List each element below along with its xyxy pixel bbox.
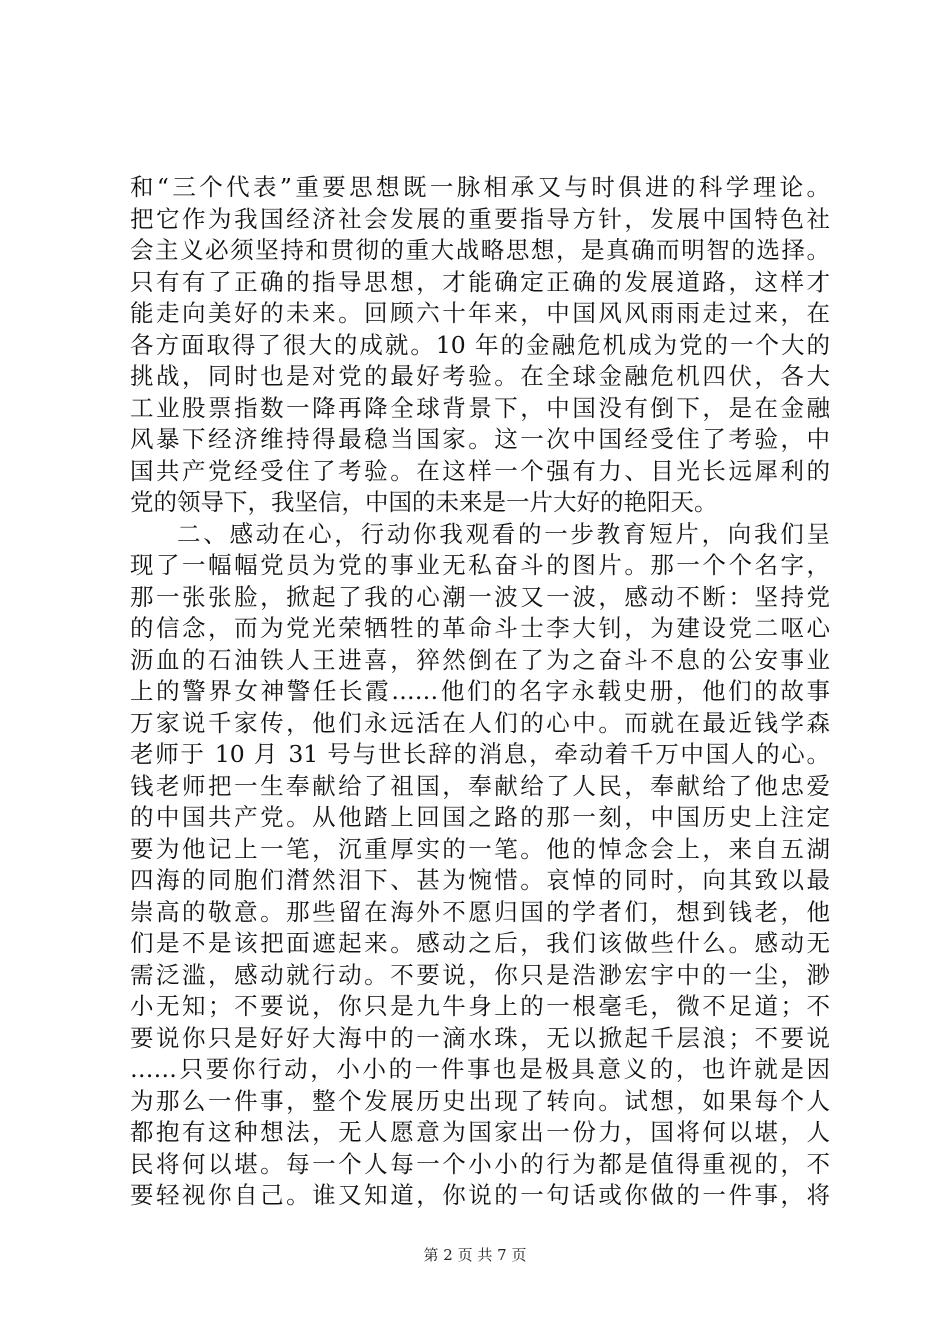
text-line: 风暴下经济维持得最稳当国家。这一次中国经受住了考验，中 (130, 425, 830, 453)
text-line: 那一张张脸，掀起了我的心潮一波又一波，感动不断：坚持党 (130, 582, 830, 611)
text-line: 把它作为我国经济社会发展的重要指导方针，发展中国特色社 (130, 204, 830, 233)
page-number-footer: 第 2 页 共 7 页 (423, 1246, 527, 1264)
text-line: 们是不是该把面遮起来。感动之后，我们该做些什么。感动无 (130, 929, 830, 957)
text-line: 要为他记上一笔，沉重厚实的一笔。他的悼念会上，来自五湖 (130, 834, 830, 863)
text-line: 小无知；不要说，你只是九牛身上的一根毫毛，微不足道；不 (130, 992, 830, 1020)
text-line: 老师于 10 月 31 号与世长辞的消息，牵动着千万中国人的心。 (130, 740, 830, 768)
text-line: 挑战，同时也是对党的最好考验。在全球金融危机四伏，各大 (130, 362, 830, 390)
text-line: 国共产党经受住了考验。在这样一个强有力、目光长远犀利的 (130, 456, 830, 485)
text-line: 要说你只是好好大海中的一滴水珠，无以掀起千层浪；不要说 (130, 1023, 830, 1052)
document-body (130, 172, 830, 1212)
text-line: 四海的同胞们潸然泪下、甚为惋惜。哀悼的同时，向其致以最 (130, 866, 830, 894)
text-line: 能走向美好的未来。回顾六十年来，中国风风雨雨走过来，在 (130, 299, 830, 327)
text-line: 各方面取得了很大的成就。10 年的金融危机成为党的一个大的 (130, 330, 830, 359)
text-line: 会主义必须坚持和贯彻的重大战略思想，是真确而明智的选择。 (130, 236, 830, 264)
text-line: 民将何以堪。每一个人每一个小小的行为都是值得重视的，不 (130, 1149, 830, 1178)
text-line: 上的警界女神警任长霞……他们的名字永载史册，他们的故事 (130, 677, 830, 705)
text-line: 和“三个代表”重要思想既一脉相承又与时俱进的科学理论。 (130, 173, 830, 201)
text-line: 都抱有这种想法，无人愿意为国家出一份力，国将何以堪，人 (130, 1118, 830, 1146)
text-line: 崇高的敬意。那些留在海外不愿归国的学者们，想到钱老，他 (130, 897, 830, 926)
text-line: 党的领导下，我坚信，中国的未来是一片大好的艳阳天。 (130, 488, 718, 516)
text-line: 现了一幅幅党员为党的事业无私奋斗的图片。那一个个名字， (130, 551, 830, 579)
text-line: 万家说千家传，他们永远活在人们的心中。而就在最近钱学森 (130, 708, 830, 737)
text-line: ……只要你行动，小小的一件事也是极具意义的，也许就是因 (130, 1055, 830, 1083)
text-line: 为那么一件事，整个发展历史出现了转向。试想，如果每个人 (130, 1086, 830, 1115)
text-line: 要轻视你自己。谁又知道，你说的一句话或你做的一件事，将 (130, 1181, 830, 1209)
text-line: 沥血的石油铁人王进喜，猝然倒在了为之奋斗不息的公安事业 (130, 645, 830, 674)
text-line: 只有有了正确的指导思想，才能确定正确的发展道路，这样才 (130, 267, 830, 296)
text-line: 的信念，而为党光荣牺牲的革命斗士李大钊，为建设党二呕心 (130, 614, 830, 642)
text-line: 需泛滥，感动就行动。不要说，你只是浩渺宏宇中的一尘，渺 (130, 960, 830, 989)
paragraph-first-line: 二、感动在心，行动你我观看的一步教育短片，向我们呈 (177, 519, 830, 548)
text-line: 钱老师把一生奉献给了祖国，奉献给了人民，奉献给了他忠爱 (130, 771, 830, 800)
text-line: 的中国共产党。从他踏上回国之路的那一刻，中国历史上注定 (130, 803, 830, 831)
text-line: 工业股票指数一降再降全球背景下，中国没有倒下，是在金融 (130, 393, 830, 422)
